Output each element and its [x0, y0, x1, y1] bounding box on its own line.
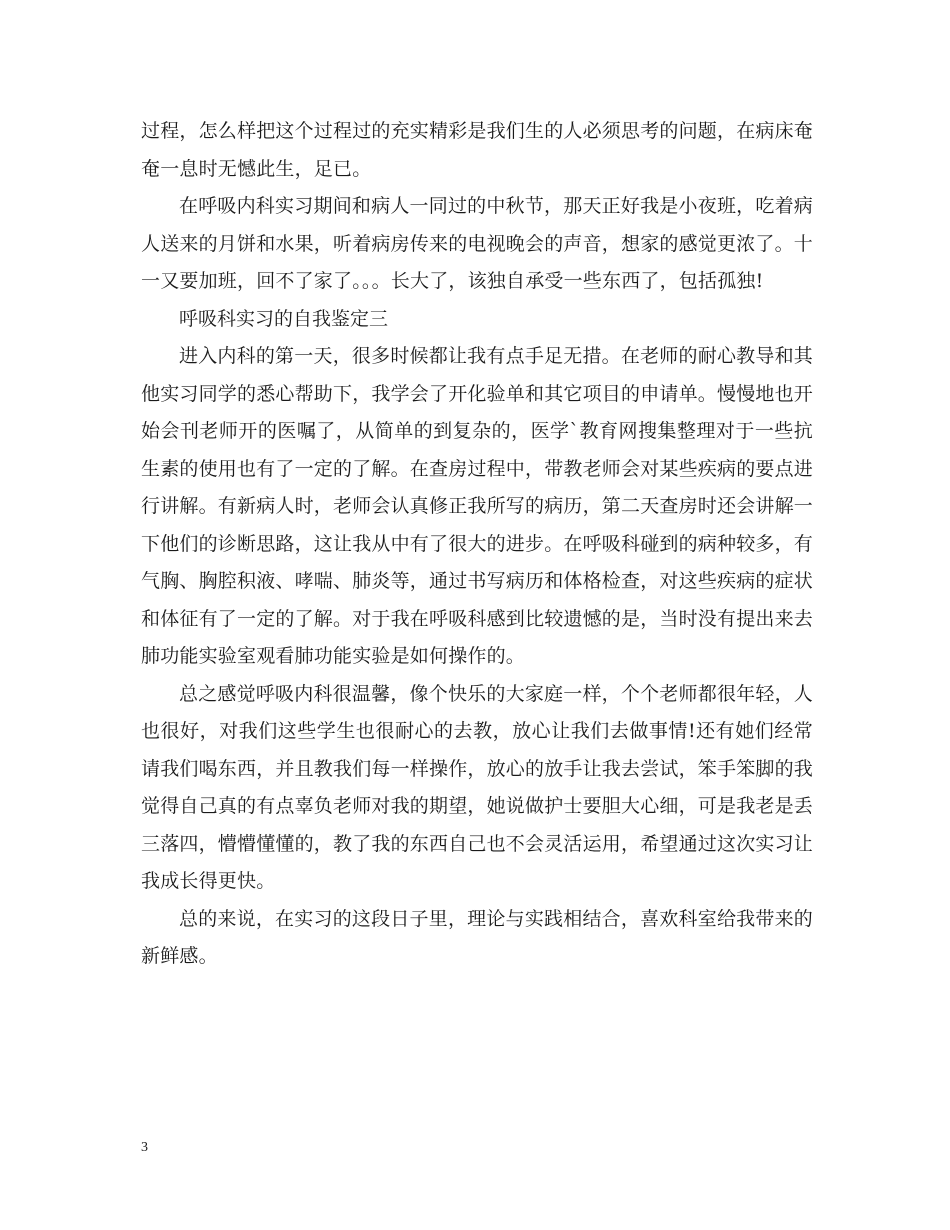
paragraph-warm-department: 总之感觉呼吸内科很温馨，像个快乐的大家庭一样，个个老师都很年轻，人也很好，对我们这些学生也很耐心的去教，放心让我们去做事情!还有她们经常请我们喝东西，并且教我们每一样操作，放心的放手让我去尝试，笨手笨脚的我觉得自己真的有点辜负老师对我的期望，她说做护士要胆大心细，可是我老是丢三落四，懵懵懂懂的，教了我的东西自己也不会灵活运用，希望通过这次实习让我成长得更快。 [141, 682, 814, 892]
document-body [141, 113, 813, 976]
paragraph-conclusion: 总的来说，在实习的这段日子里，理论与实践相结合，喜欢科室给我带来的新鲜感。 [141, 907, 813, 967]
section-heading: 呼吸科实习的自我鉴定三 [179, 307, 389, 330]
paragraph-mid-autumn: 在呼吸内科实习期间和病人一同过的中秋节，那天正好我是小夜班，吃着病人送来的月饼和水果，听着病房传来的电视晚会的声音，想家的感觉更浓了。十一又要加班，回不了家了。。。长大了，该独自承受一些东西了，包括孤独! [141, 195, 814, 292]
paragraph-continuation: 过程，怎么样把这个过程过的充实精彩是我们生的人必须思考的问题，在病床奄奄一息时无憾此生，足已。 [141, 120, 814, 180]
paragraph-first-day: 进入内科的第一天，很多时候都让我有点手足无措。在老师的耐心教导和其他实习同学的悉心帮助下，我学会了开化验单和其它项目的申请单。慢慢地也开始会刊老师开的医嘱了，从简单的到复杂的，医学`教育网搜集整理对于一些抗生素的使用也有了一定的了解。在查房过程中，带教老师会对某些疾病的要点进行讲解。有新病人时，老师会认真修正我所写的病历，第二天查房时还会讲解一下他们的诊断思路，这让我从中有了很大的进步。在呼吸科碰到的病种较多，有气胸、胸腔积液、哮喘、肺炎等，通过书写病历和体格检查，对这些疾病的症状和体征有了一定的了解。对于我在呼吸科感到比较遗憾的是，当时没有提出来去肺功能实验室观看肺功能实验是如何操作的。 [141, 345, 814, 667]
page-number: 3 [141, 1140, 148, 1155]
